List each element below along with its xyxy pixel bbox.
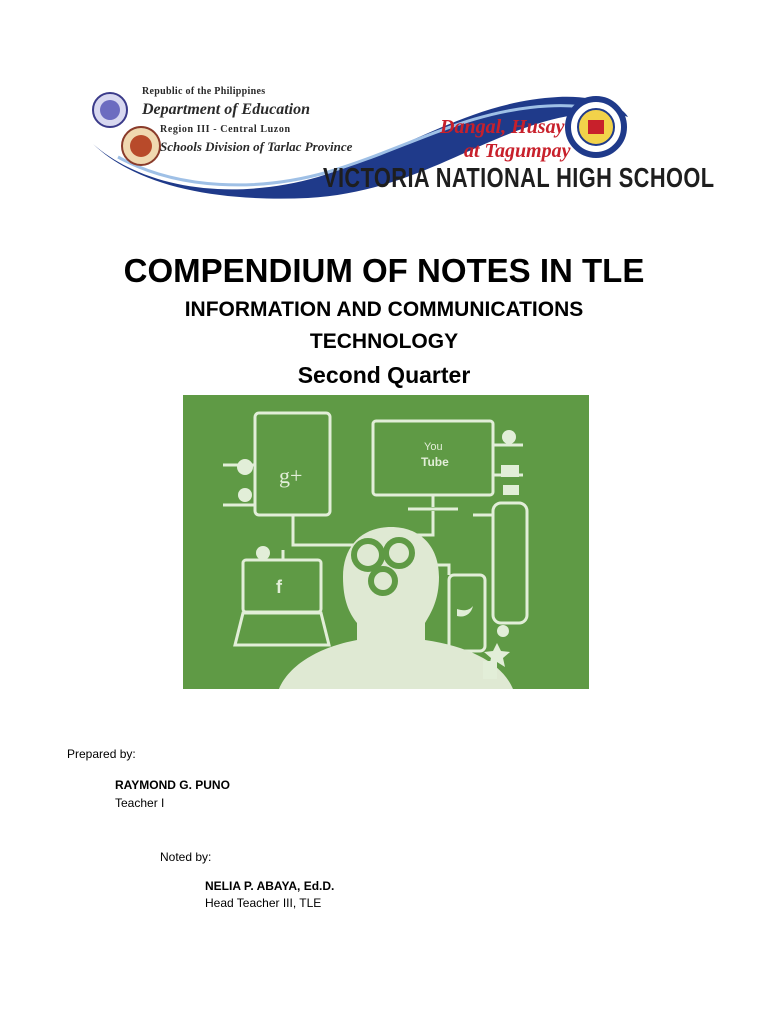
motto-line-1: Dangal, Husay: [440, 116, 565, 138]
school-name: VICTORIA NATIONAL HIGH SCHOOL: [323, 162, 715, 193]
department-text: Department of Education: [142, 101, 311, 118]
noted-by-label: Noted by:: [160, 850, 212, 864]
document-title: COMPENDIUM OF NOTES IN TLE: [123, 252, 645, 289]
laptop-label: f: [276, 577, 282, 597]
motto-line-2: at Tagumpay: [464, 140, 571, 162]
quarter-label: Second Quarter: [297, 362, 471, 388]
region-text: Region III - Central Luzon: [160, 124, 291, 135]
camera-icon: [497, 625, 509, 637]
upload-icon: [256, 546, 270, 560]
noter-name: NELIA P. ABAYA, Ed.D.: [205, 879, 335, 893]
division-text: Schools Division of Tarlac Province: [160, 139, 353, 154]
monitor-label-2: Tube: [421, 455, 449, 469]
headset-icon: [238, 488, 252, 502]
noter-role: Head Teacher III, TLE: [205, 896, 322, 910]
ict-illustration: [183, 395, 589, 689]
at-sign-icon: [502, 430, 516, 444]
network-icon: [503, 485, 519, 495]
prepared-by-label: Prepared by:: [67, 747, 136, 761]
tablet-label: g+: [279, 463, 303, 488]
monitor-label-1: You: [424, 441, 443, 453]
preparer-role: Teacher I: [115, 796, 165, 810]
document-icon: [483, 661, 497, 679]
subtitle-line-2: TECHNOLOGY: [309, 330, 459, 353]
person-icon: [237, 459, 253, 475]
preparer-name: RAYMOND G. PUNO: [115, 778, 230, 792]
subtitle-line-1: INFORMATION AND COMMUNICATIONS: [184, 298, 584, 321]
mail-icon: [501, 465, 519, 477]
republic-text: Republic of the Philippines: [142, 86, 266, 97]
